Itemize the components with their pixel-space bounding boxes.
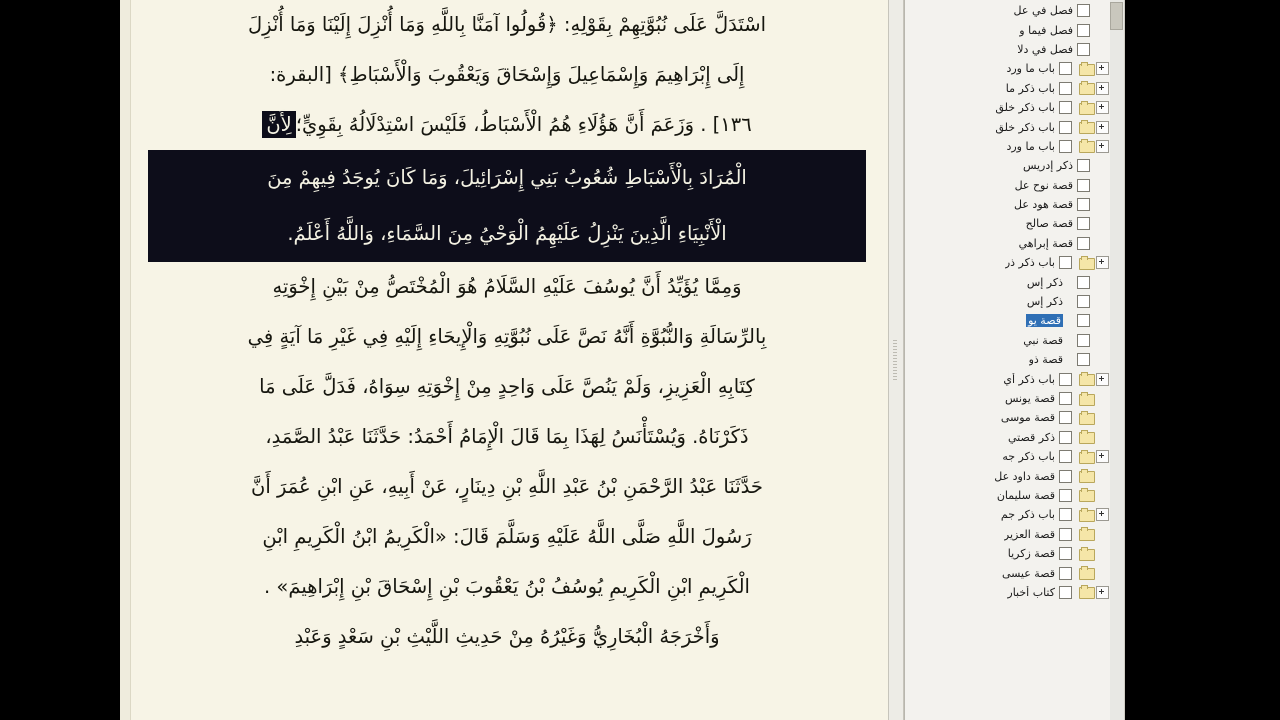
book-text-line [148,412,866,462]
expand-plus-icon[interactable] [1096,450,1109,463]
tree-item-label: باب ذكر خلق [995,120,1055,134]
folder-icon [1079,489,1094,501]
tree-item-checkbox[interactable] [1059,547,1072,560]
tree-item-checkbox[interactable] [1077,24,1090,37]
tree-item-label: ذكر قصتي [1008,430,1055,444]
tree-item-checkbox[interactable] [1059,470,1072,483]
expand-plus-icon[interactable] [1096,82,1109,95]
tree-item[interactable] [905,137,1111,156]
tree-item[interactable] [905,350,1111,369]
book-reader-window [120,0,1125,720]
tree-item[interactable] [905,40,1111,59]
tree-item-checkbox[interactable] [1077,159,1090,172]
tree-item-label: كتاب أخبار [1007,585,1055,599]
tree-list[interactable] [905,0,1111,602]
tree-item-checkbox[interactable] [1059,508,1072,521]
tree-item[interactable] [905,331,1111,350]
tree-item-label: باب ذكر جم [1000,508,1055,522]
tree-item-label: قصة العزير [1003,527,1055,541]
tree-item-label: قصة يونس [1004,392,1055,405]
folder-icon [1079,451,1094,463]
line-text: ١٣٦] . وَزَعَمَ أَنَّ هَؤُلَاءِ هُمُ الْأَسْبَاطُ، فَلَيْسَ اسْتِدْلَالُهُ بِقَوِيٍّ؛ [295,113,752,136]
tree-item-checkbox[interactable] [1059,567,1072,580]
tree-item[interactable] [905,156,1111,175]
tree-item-checkbox[interactable] [1059,256,1072,269]
tree-item-label: باب ذكر أي [1003,372,1055,386]
tree-scrollbar[interactable] [1110,0,1125,720]
tree-item-label: قصة نبي [1023,333,1063,347]
tree-item[interactable] [905,79,1111,98]
folder-icon [1079,509,1094,521]
tree-item-label: فصل في عل [1013,4,1073,18]
tree-item[interactable] [905,583,1111,602]
tree-item[interactable] [905,59,1111,78]
book-text-line [148,262,866,312]
tree-item-label: ذكر إس [1026,275,1063,289]
tree-item-label: فصل في دلا [1017,42,1073,56]
folder-icon [1079,548,1094,560]
tree-item-label: قصة داود عل [994,469,1055,483]
tree-item-label: قصة عيسى [1001,566,1055,580]
letterbox-left [0,0,120,720]
tree-item[interactable] [905,389,1111,408]
folder-icon [1079,82,1094,94]
tree-item-label: قصة صالح [1025,217,1073,231]
tree-item-checkbox[interactable] [1059,528,1072,541]
book-text-line [148,100,866,150]
tree-item-checkbox[interactable] [1077,179,1090,192]
line-text: كِتَابِهِ الْعَزِيزِ، وَلَمْ يَنُصَّ عَلَى وَاحِدٍ مِنْ إِخْوَتِهِ سِوَاهُ، فَدَلَّ عَلَى مَا [259,375,755,398]
tree-item-checkbox[interactable] [1077,353,1090,366]
tree-item-checkbox[interactable] [1059,62,1072,75]
tree-item-label: قصة موسى [1000,411,1055,425]
tree-item[interactable] [905,214,1111,233]
table-of-contents-panel[interactable] [904,0,1125,720]
book-text-lines [148,0,866,662]
expand-plus-icon[interactable] [1096,121,1109,134]
tree-item[interactable] [905,486,1111,505]
tree-item-checkbox[interactable] [1077,4,1090,17]
tree-item-label: باب ذكر جه [1002,450,1055,464]
book-text-line [148,312,866,362]
tree-item-label: فصل فيما و [1019,23,1073,37]
folder-icon [1079,567,1094,579]
folder-icon [1079,431,1094,443]
tree-item-checkbox[interactable] [1059,140,1072,153]
book-text-line [148,512,866,562]
tree-item-checkbox[interactable] [1077,334,1090,347]
tree-item-label: قصة زكريا [1007,547,1055,561]
folder-icon [1079,373,1094,385]
folder-icon [1079,63,1094,75]
tree-item-checkbox[interactable] [1059,82,1072,95]
tree-item[interactable] [905,1,1111,20]
book-text-line [148,462,866,512]
line-text: بِالرِّسَالَةِ وَالنُّبُوَّةِ أَنَّهُ نَصَّ عَلَى نُبُوَّتِهِ وَالْإِيحَاءِ إِلَيْهِ فِي غَيْرِ مَا آيَةٍ فِي [247,325,767,348]
tree-item-checkbox[interactable] [1059,392,1072,405]
tree-item-checkbox[interactable] [1059,411,1072,424]
book-text-line [148,50,866,100]
folder-icon [1079,121,1094,133]
tree-item-checkbox[interactable] [1059,586,1072,599]
tree-item-checkbox[interactable] [1059,121,1072,134]
folder-icon [1079,140,1094,152]
tree-item[interactable] [905,311,1111,330]
folder-icon [1079,393,1094,405]
highlighted-text-block: الْأَنْبِيَاءِ الَّذِينَ يَنْزِلُ عَلَيْهِمُ الْوَحْيُ مِنَ السَّمَاءِ، وَاللَّهُ أَعْلَمُ. [148,206,866,262]
folder-icon [1079,412,1094,424]
book-text-line [148,612,866,662]
tree-item-label: باب ما ورد [1006,62,1055,76]
tree-item-checkbox[interactable] [1077,276,1090,289]
line-text: الْكَرِيمِ ابْنِ الْكَرِيمِ يُوسُفُ بْنُ يَعْقُوبَ بْنِ إِسْحَاقَ بْنِ إِبْرَاهِيمَ» . [264,575,750,598]
line-text: ذَكَرْنَاهُ. وَيُسْتَأْنَسُ لِهَذَا بِمَا قَالَ الْإِمَامُ أَحْمَدُ: حَدَّثَنَا عَبْدُ الصَّمَدِ، [265,425,749,448]
tree-scrollbar-thumb[interactable] [1110,2,1123,30]
pane-left-margin [120,0,131,720]
tree-item[interactable] [905,292,1111,311]
tree-item[interactable] [905,117,1111,136]
expand-plus-icon[interactable] [1096,508,1109,521]
line-text: اسْتَدَلَّ عَلَى نُبُوَّتِهِمْ بِقَوْلِهِ: ﴿قُولُوا آمَنَّا بِاللَّهِ وَمَا أُنْزِلَ إِلَيْنَا وَمَا أُنْزِلَ [247,13,767,36]
line-text: وَمِمَّا يُؤَيِّدُ أَنَّ يُوسُفَ عَلَيْهِ السَّلَامُ هُوَ الْمُخْتَصُّ مِنْ بَيْنِ إِخْوَتِهِ [272,275,742,298]
folder-icon [1079,586,1094,598]
tree-item-label: باب ذكر خلق [995,101,1055,115]
line-text: حَدَّثَنَا عَبْدُ الرَّحْمَنِ بْنُ عَبْدِ اللَّهِ بْنِ دِينَارٍ، عَنْ أَبِيهِ، عَنِ ابْنِ عُمَرَ أَنَّ [251,475,763,498]
highlighted-word: لِأَنَّ [262,111,295,138]
tree-item[interactable] [905,20,1111,39]
line-text: وَأَخْرَجَهُ الْبُخَارِيُّ وَغَيْرُهُ مِنْ حَدِيثِ اللَّيْثِ بْنِ سَعْدٍ وَعَبْدِ [294,625,720,648]
tree-item-label: قصة ذو [1028,353,1063,367]
tree-item[interactable] [905,466,1111,485]
tree-item[interactable] [905,369,1111,388]
tree-item-label: باب ذكر ذر [1004,256,1055,270]
letterbox-right [1125,0,1280,720]
tree-item[interactable] [905,272,1111,291]
tree-item[interactable] [905,563,1111,582]
tree-item-checkbox[interactable] [1077,295,1090,308]
book-text-pane[interactable] [120,0,888,720]
highlighted-text-block: الْمُرَادَ بِالْأَسْبَاطِ شُعُوبُ بَنِي إِسْرَائِيلَ، وَمَا كَانَ يُوجَدُ فِيهِمْ مِنَ [148,150,866,206]
tree-item-checkbox[interactable] [1059,101,1072,114]
tree-item-checkbox[interactable] [1059,489,1072,502]
folder-icon [1079,528,1094,540]
expand-plus-icon[interactable] [1096,62,1109,75]
expand-plus-icon[interactable] [1096,101,1109,114]
tree-item[interactable] [905,98,1111,117]
tree-item-label: قصة نوح عل [1014,178,1073,192]
book-text-line [148,0,866,50]
tree-item[interactable] [905,234,1111,253]
folder-icon [1079,257,1094,269]
tree-item-checkbox[interactable] [1077,217,1090,230]
book-text-line [148,206,866,262]
tree-item[interactable] [905,195,1111,214]
tree-item[interactable] [905,447,1111,466]
expand-plus-icon[interactable] [1096,256,1109,269]
tree-item-label: باب ذكر ما [1005,81,1055,95]
tree-item-checkbox[interactable] [1059,450,1072,463]
expand-plus-icon[interactable] [1096,373,1109,386]
tree-item-checkbox[interactable] [1077,314,1090,327]
book-text-line [148,562,866,612]
expand-plus-icon[interactable] [1096,586,1109,599]
tree-item-checkbox[interactable] [1059,431,1072,444]
tree-item[interactable] [905,428,1111,447]
tree-item-checkbox[interactable] [1077,43,1090,56]
folder-icon [1079,470,1094,482]
tree-item-label: ذكر إدريس [1022,159,1073,173]
book-text-line [148,150,866,206]
tree-item-label: قصة هود عل [1014,198,1073,212]
line-text: رَسُولَ اللَّهِ صَلَّى اللَّهُ عَلَيْهِ وَسَلَّمَ قَالَ: «الْكَرِيمُ ابْنُ الْكَرِيمِ ابْنِ [262,525,752,548]
tree-item[interactable] [905,176,1111,195]
tree-item[interactable] [905,525,1111,544]
tree-item-label: قصة إبراهي [1018,236,1073,250]
tree-item-label: قصة سليمان [996,488,1055,502]
line-text: إِلَى إِبْرَاهِيمَ وَإِسْمَاعِيلَ وَإِسْحَاقَ وَيَعْقُوبَ وَالْأَسْبَاطِ﴾ [البقرة: [269,63,745,86]
tree-item[interactable] [905,408,1111,427]
folder-icon [1079,102,1094,114]
tree-item-checkbox[interactable] [1059,373,1072,386]
tree-item-label: ذكر إس [1026,295,1063,309]
expand-plus-icon[interactable] [1096,140,1109,153]
tree-item[interactable] [905,253,1111,272]
book-text-line [148,362,866,412]
tree-item[interactable] [905,544,1111,563]
tree-item[interactable] [905,505,1111,524]
tree-item-label: باب ما ورد [1006,139,1055,153]
tree-item-checkbox[interactable] [1077,237,1090,250]
panel-splitter[interactable] [888,0,904,720]
tree-item-checkbox[interactable] [1077,198,1090,211]
tree-item-label: قصة يو [1028,314,1061,328]
